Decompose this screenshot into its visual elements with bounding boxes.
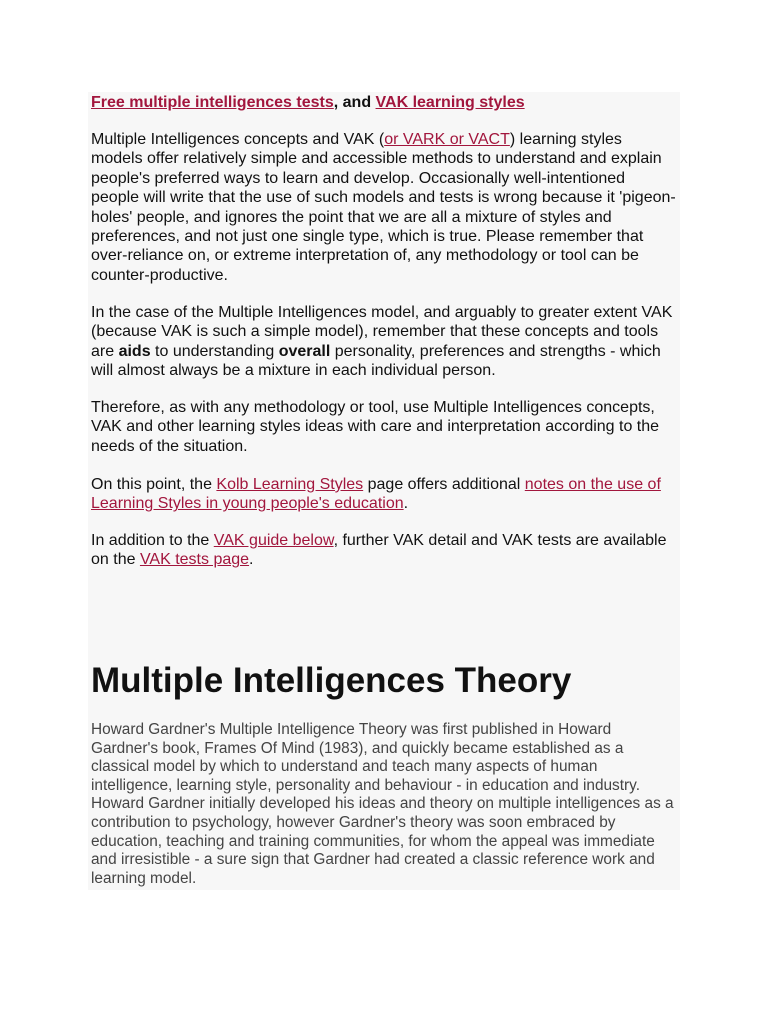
links-line (91, 93, 525, 112)
paragraph-text: In the case of the Multiple Intelligences model, and arguably to greater extent VAK (because VAK is such a simple model), remember that these concepts and tools are (91, 304, 673, 360)
vak-learning-styles-link[interactable]: VAK learning styles (375, 94, 525, 111)
links-separator: , and (333, 94, 376, 111)
paragraph-text: to understanding (150, 342, 279, 360)
paragraph-vak (91, 531, 676, 570)
section-heading: Multiple Intelligences Theory (91, 661, 572, 700)
theory-paragraph: Howard Gardner's Multiple Intelligence Theory was first published in Howard Gardner's book, Frames Of Mind (1983), and quickly became established as a classical model by which to understand and teach many aspects of human intelligence, learning style, personality and behaviour - in education and industry. Howard Gardner initially developed his ideas and theory on multiple intelligences as a contribution to psychology, however Gardner's theory was soon embraced by education, teaching and training communities, for whom the appeal was immediate and irresistible - a sure sign that Gardner had created a classic reference work and learning model. (91, 721, 674, 887)
paragraph-text: . (249, 551, 254, 569)
bold-overall: overall (278, 342, 331, 360)
kolb-learning-styles-link[interactable]: Kolb Learning Styles (216, 476, 364, 493)
young-people-education-link[interactable]: notes on the use of Learning Styles in young people's education (91, 476, 661, 513)
vak-tests-page-link[interactable]: VAK tests page (139, 551, 250, 569)
bold-aids: aids (118, 342, 151, 360)
paragraph-text: , further VAK detail and VAK tests are available on the (91, 532, 667, 569)
paragraph-text: Multiple Intelligences concepts and VAK ( (91, 131, 385, 148)
paragraph-text: ) learning styles models offer relatively simple and accessible methods to understand and explain people's preferred ways to learn and develop. Occasionally well-intentioned people will write that the use of such models and tests is wrong because it 'pigeon-holes' people, and ignores the point that we are all a mixture of styles and preferences, and not just one single type, which is true. Please remember that over-reliance on, or extreme interpretation of, any methodology or tool can be counter-productive. (91, 131, 676, 284)
paragraph-therefore: Therefore, as with any methodology or tool, use Multiple Intelligences concepts, VAK and other learning styles ideas with care and interpretation according to the needs of the situation. (91, 399, 660, 455)
paragraph-kolb (91, 475, 676, 514)
free-mi-tests-link[interactable]: Free multiple intelligences tests (91, 94, 334, 111)
vak-guide-link[interactable]: VAK guide below (213, 532, 334, 549)
paragraph-intro (91, 130, 676, 285)
paragraph-text: . (403, 495, 409, 513)
paragraph-text: In addition to the (91, 532, 214, 549)
paragraph-text: On this point, the (91, 476, 217, 493)
paragraph-text: page offers additional (363, 476, 525, 493)
paragraph-aids (91, 303, 676, 381)
vark-vact-link[interactable]: or VARK or VACT (384, 131, 510, 148)
paragraph-text: personality, preferences and strengths - which will almost always be a mixture in each individual person. (91, 342, 661, 380)
